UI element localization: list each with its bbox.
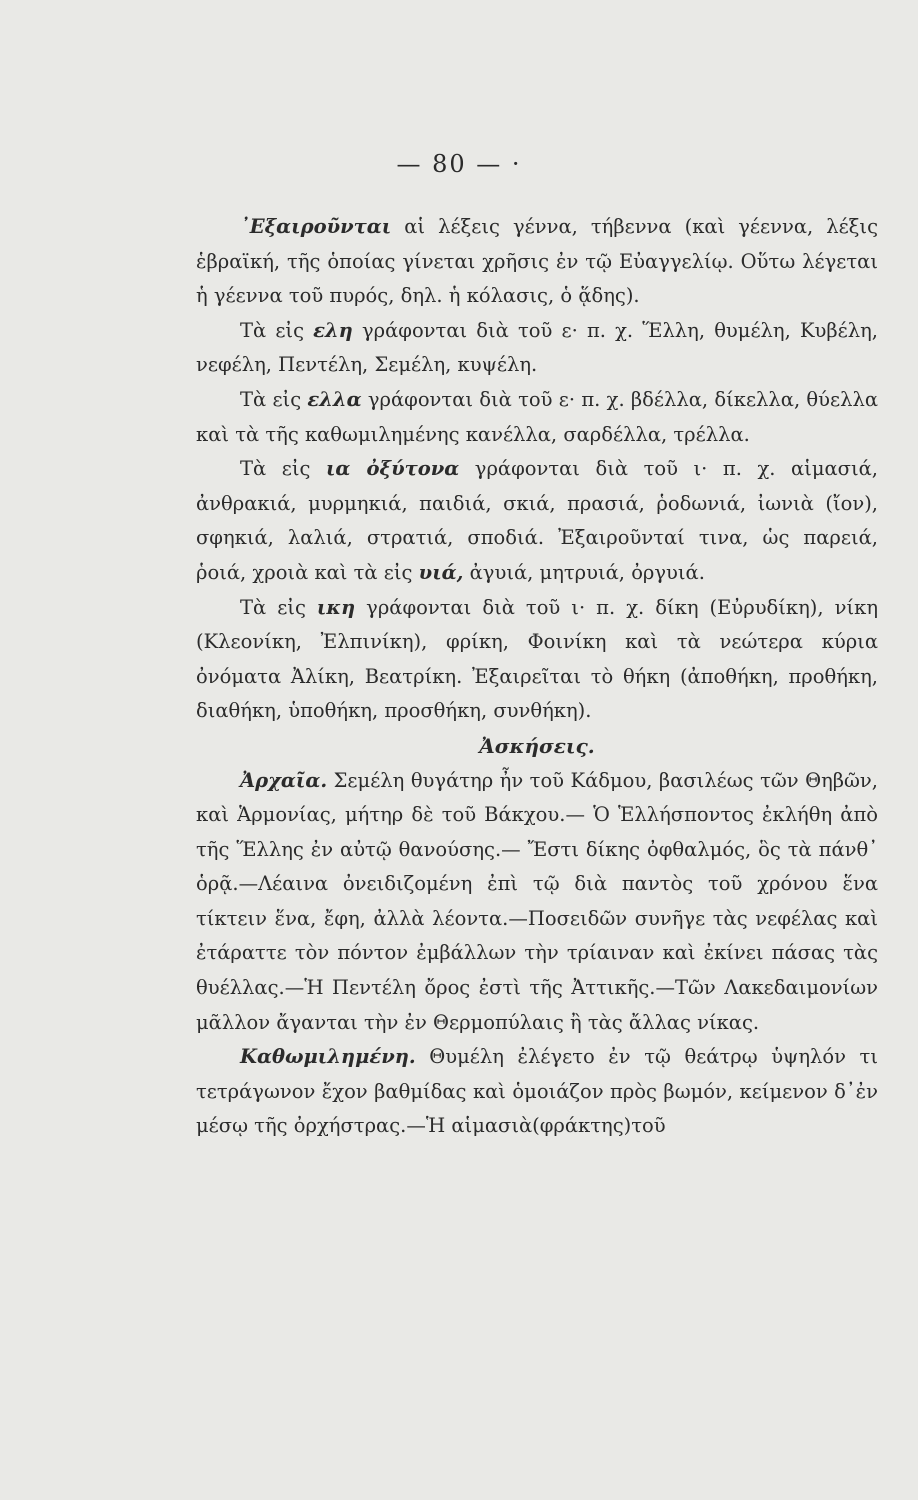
- paragraph-text: γράφονται διὰ τοῦ ε· π. χ. Ἕλλη, θυμέλη, Κυβέλη, νεφέλη, Πεντέλη, Σεμέλη, κυψέλη.: [196, 318, 878, 377]
- body-text: [196, 210, 878, 1144]
- page-number: — 80 — ·: [396, 150, 522, 178]
- paragraph-text: γράφονται διὰ τοῦ ε· π. χ. βδέλλα, δίκελλα, θύελλα καὶ τὰ τῆς καθωμιλημένης κανέλλα, σαρδέλλα, τρέλλα.: [196, 387, 878, 446]
- paragraph-prefix: Τὰ εἰς: [240, 387, 308, 411]
- paragraph-ella: [196, 383, 878, 452]
- paragraph-ia: [196, 452, 878, 590]
- paragraph-prefix: Τὰ εἰς: [240, 595, 317, 619]
- paragraph-prefix: Τὰ εἰς: [240, 457, 326, 481]
- keyword-secondary: υιά,: [418, 560, 464, 584]
- subheading-ancient: Ἀρχαῖα.: [240, 768, 328, 792]
- paragraph-text: γράφονται διὰ τοῦ ι· π. χ. αἱμασιά, ἀνθρακιά, μυρμηκιά, παιδιά, σκιά, πρασιά, ῥοδωνιά, ἰωνιὰ (ἴον), σφηκιά, λαλιά, στρατιά, σποδιά. Ἐξαιροῦνταί τινα, ὡς παρειά, ῥοιά, χροιὰ καὶ τὰ εἰς: [196, 457, 878, 584]
- paragraph-text: Θυμέλη ἐλέγετο ἐν τῷ θεάτρῳ ὑψηλόν τι τετράγωνον ἔχον βαθμίδας καὶ ὁμοιάζον πρὸς βωμόν, κείμενον δ᾿ἐν μέσῳ τῆς ὀρχήστρας.—Ἡ αἱμασιὰ(φράκτης)τοῦ: [196, 1045, 878, 1138]
- paragraph-text: γράφονται διὰ τοῦ ι· π. χ. δίκη (Εὐρυδίκη), νίκη (Κλεονίκη, Ἐλπινίκη), φρίκη, Φοινίκη καὶ τὰ νεώτερα κύρια ὀνόματα Ἀλίκη, Βεατρίκη. Ἐξαιρεῖται τὸ θήκη (ἀποθήκη, προθήκη, διαθήκη, ὑποθήκη, προσθήκη, συνθήκη).: [196, 595, 879, 723]
- section-heading: Ἀσκήσεις.: [479, 733, 595, 758]
- keyword: ᾿Εξαιροῦνται: [240, 215, 392, 238]
- subheading-modern: Καθωμιλημένη.: [240, 1045, 416, 1069]
- paragraph-text: αἱ λέξεις γέννα, τήβεννα (καὶ γέεννα, λέξις ἑβραϊκή, τῆς ὁποίας γίνεται χρῆσις ἐν τῷ Εὐαγγελίῳ. Οὕτω λέγεται ἡ γέεννα τοῦ πυρός, δηλ. ἡ κόλασις, ὁ ᾅδης).: [196, 215, 878, 308]
- keyword: ελλα: [307, 387, 362, 411]
- keyword: ικη: [316, 595, 356, 619]
- paragraph-text: Σεμέλη θυγάτηρ ἦν τοῦ Κάδμου, βασιλέως τῶν Θηβῶν, καὶ Ἁρμονίας, μήτηρ δὲ τοῦ Βάκχου.— Ὁ Ἑλλήσποντος ἐκλήθη ἀπὸ τῆς Ἕλλης ἐν αὐτῷ θανούσης.— Ἔστι δίκης ὀφθαλμός, ὃς τὰ πάνθ᾿ ὁρᾷ.—Λέαινα ὀνειδιζομένη ἐπὶ τῷ διὰ παντὸς τοῦ χρόνου ἕνα τίκτειν ἕνα, ἔφη, ἀλλὰ λέοντα.—Ποσειδῶν συνῆγε τὰς νεφέλας καὶ ἐτάραττε τὸν πόντον ἐμβάλλων τὴν τρίαιναν καὶ ἐκίνει πάσας τὰς θυέλλας.—Ἡ Πεντέλη ὄρος ἐστὶ τῆς Ἀττικῆς.—Τῶν Λακεδαιμονίων μᾶλλον ἄγανται τὴν ἐν Θερμοπύλαις ἢ τὰς ἄλλας νίκας.: [196, 768, 878, 1034]
- paragraph-text-end: ἀγυιά, μητρυιά, ὀργυιά.: [463, 560, 705, 584]
- paragraph-modern: [196, 1040, 878, 1144]
- paragraph-exceptions: [196, 210, 878, 314]
- paragraph-ancient: [196, 764, 878, 1041]
- keyword: ελη: [313, 318, 353, 342]
- keyword: ια ὀξύτονα: [325, 457, 460, 481]
- paragraph-ike: [196, 591, 878, 729]
- paragraph-prefix: Τὰ εἰς: [240, 318, 314, 342]
- paragraph-ele: [196, 314, 878, 383]
